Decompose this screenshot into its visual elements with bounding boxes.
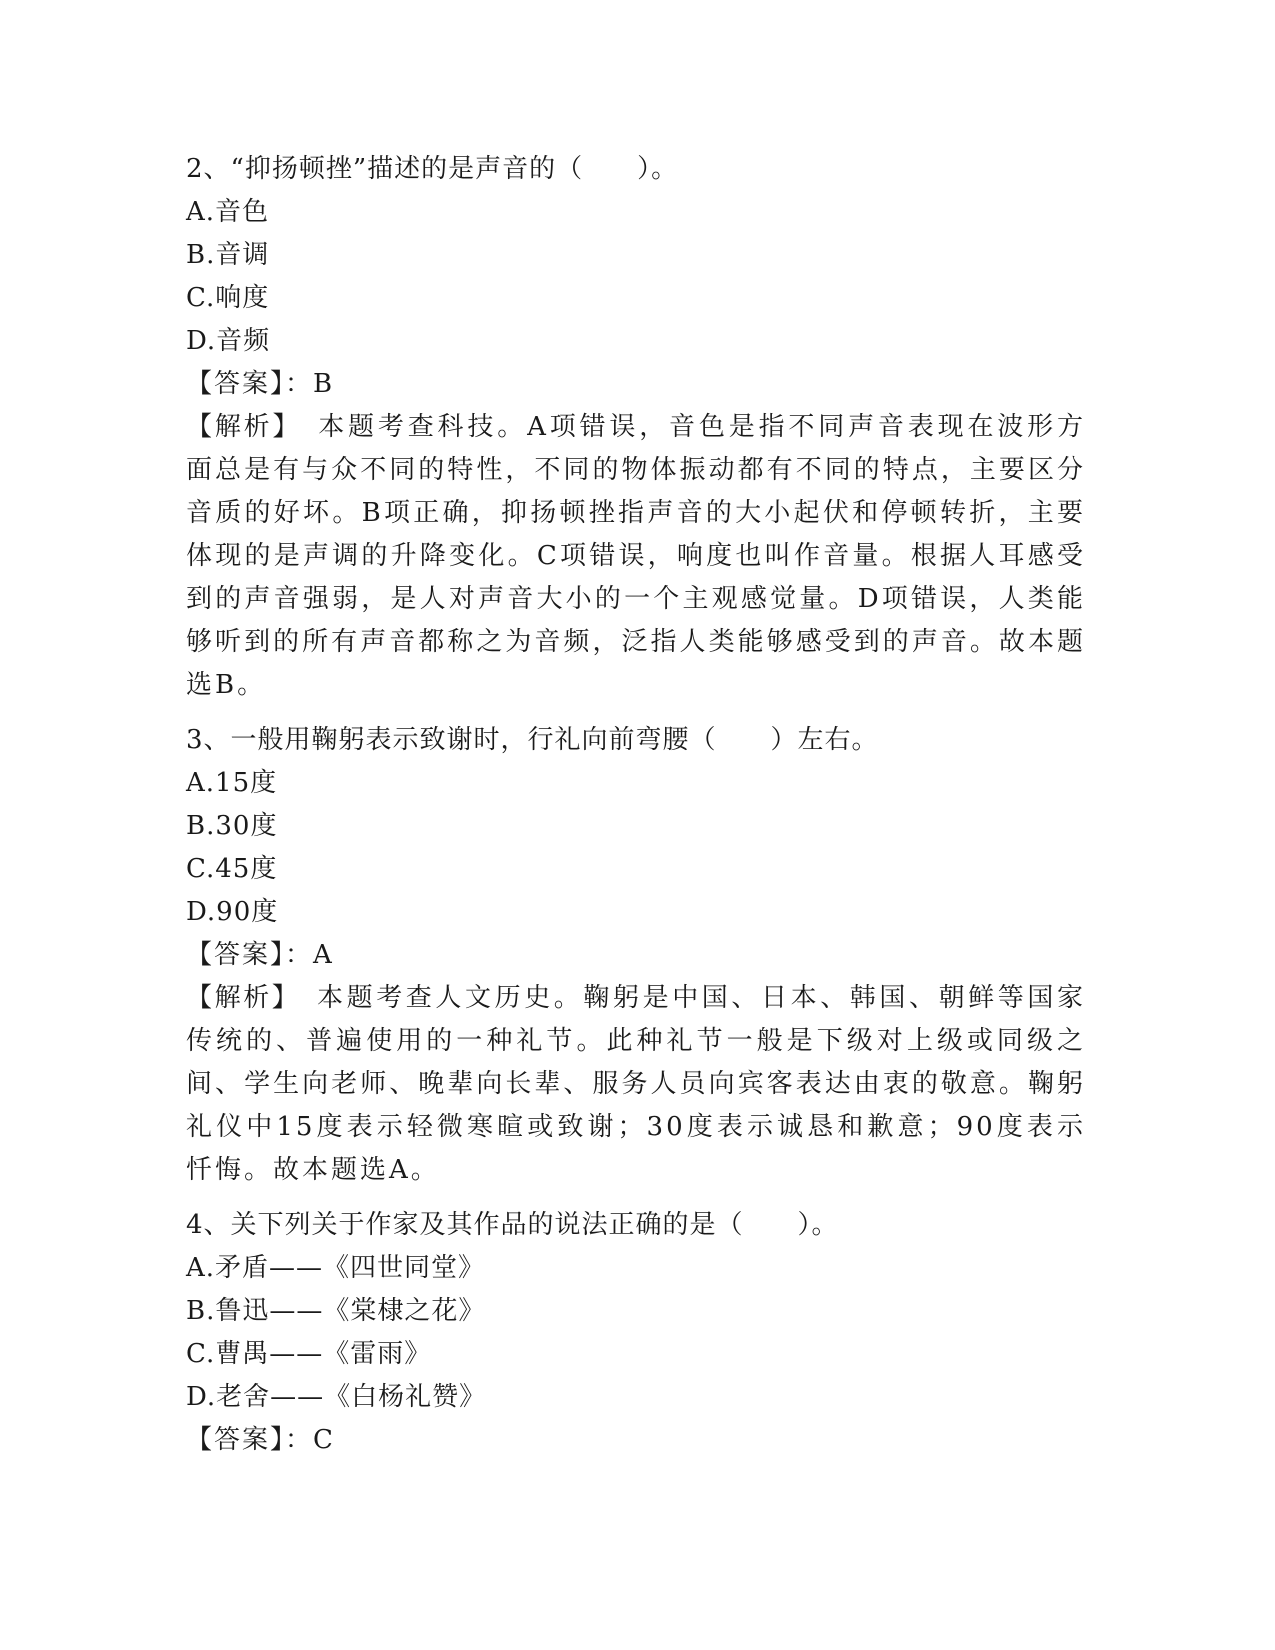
question-4: [186, 1204, 1086, 1462]
answer-line: [186, 363, 1086, 406]
option-d: D.老舍——《白杨礼赞》: [186, 1382, 487, 1412]
question-stem: 4、关下列关于作家及其作品的说法正确的是（ ）。: [186, 1210, 839, 1240]
analysis-paragraph: [186, 977, 1086, 1192]
document-page: [186, 148, 1086, 1462]
answer-value: C: [313, 1425, 334, 1455]
answer-label: 【答案】：: [186, 369, 314, 399]
question-stem: 2、“抑扬顿挫”描述的是声音的（ ）。: [186, 154, 679, 184]
question-2: [186, 148, 1086, 707]
analysis-label: 【解析】: [186, 983, 288, 1013]
question-3: [186, 719, 1086, 1192]
option-d: D.90度: [186, 897, 279, 927]
option-b: B.30度: [186, 811, 278, 841]
option-b: B.鲁迅——《棠棣之花》: [186, 1296, 486, 1326]
answer-line: [186, 934, 1086, 977]
option-c: C.45度: [186, 854, 278, 884]
answer-label: 【答案】：: [186, 1425, 314, 1455]
option-b: B.音调: [186, 240, 270, 270]
option-a: A.矛盾——《四世同堂》: [186, 1253, 486, 1283]
option-a: A.音色: [186, 197, 270, 227]
answer-line: [186, 1419, 1086, 1462]
option-a: A.15度: [186, 768, 278, 798]
analysis-paragraph: [186, 406, 1086, 707]
answer-value: B: [313, 369, 334, 399]
analysis-text: 本题考查人文历史。鞠躬是中国、日本、韩国、朝鲜等国家传统的、普遍使用的一种礼节。此种礼节一般是下级对上级或同级之间、学生向老师、晚辈向长辈、服务人员向宾客表达由衷的敬意。鞠躬礼仪中15度表示轻微寒暄或致谢；30度表示诚恳和歉意；90度表示忏悔。故本题选A。: [186, 983, 1086, 1185]
answer-value: A: [313, 940, 333, 970]
analysis-text: 本题考查科技。A项错误，音色是指不同声音表现在波形方面总是有与众不同的特性，不同的物体振动都有不同的特点，主要区分音质的好坏。B项正确，抑扬顿挫指声音的大小起伏和停顿转折，主要体现的是声调的升降变化。C项错误，响度也叫作音量。根据人耳感受到的声音强弱，是人对声音大小的一个主观感觉量。D项错误，人类能够听到的所有声音都称之为音频，泛指人类能够感受到的声音。故本题选B。: [186, 412, 1086, 700]
analysis-label: 【解析】: [186, 412, 289, 442]
question-stem: 3、一般用鞠躬表示致谢时，行礼向前弯腰（ ）左右。: [186, 725, 879, 755]
option-c: C.曹禺——《雷雨》: [186, 1339, 432, 1369]
answer-label: 【答案】：: [186, 940, 314, 970]
option-c: C.响度: [186, 283, 270, 313]
option-d: D.音频: [186, 326, 271, 356]
